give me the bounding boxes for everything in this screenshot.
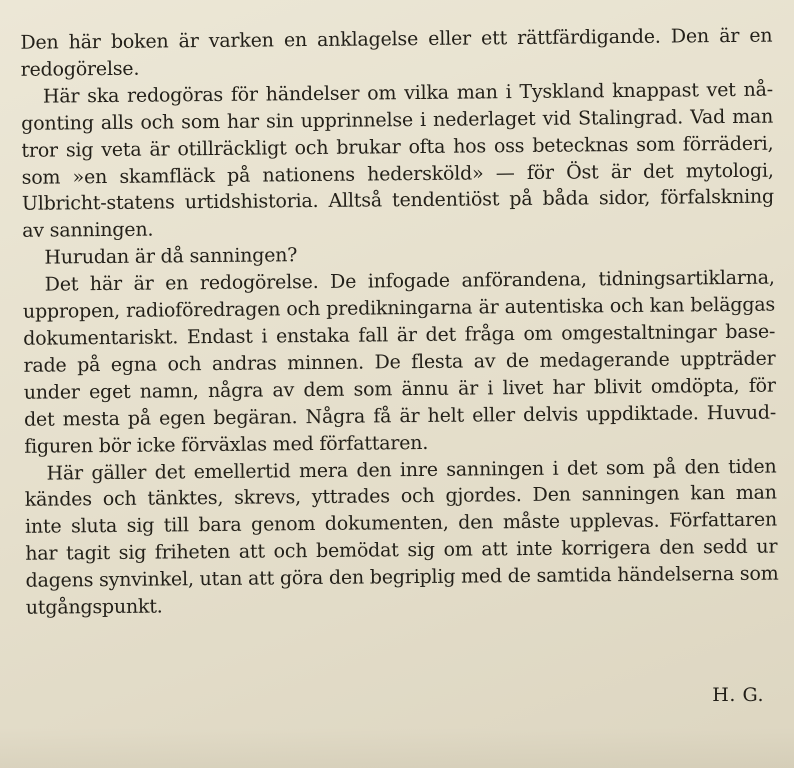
- text-line: inte sluta sig till bara genom dokumenten, den måste upplevas. Författaren: [24, 508, 778, 539]
- text-line: figuren bör icke förväxlas med författaren.: [24, 431, 429, 458]
- text-line: dokumentariskt. Endast i enstaka fall är det fråga om omgestaltningar base-: [23, 320, 776, 350]
- author-initials: H. G.: [712, 684, 764, 706]
- text-line: dagens synvinkel, utan att göra den begriplig med de samtida händelserna som: [25, 562, 779, 592]
- text-line: som »en skamfläck på nationens hedersköld» — för Öst är det mytologi,: [21, 159, 774, 189]
- text-line: Här gäller det emellertid mera den inre sanningen i det som på den tiden: [46, 455, 777, 485]
- text-line: rade på egna och andras minnen. De flesta av de medagerande uppträder: [23, 347, 776, 377]
- text-line: Ulbricht-statens urtidshistoria. Alltså tendentiöst på båda sidor, förfalskning: [21, 186, 775, 216]
- text-line: Hurudan är då sanningen?: [44, 244, 298, 269]
- text-line: kändes och tänktes, skrevs, yttrades och gjordes. Den sanningen kan man: [24, 481, 777, 512]
- text-line: av sanningen.: [22, 218, 154, 243]
- text-line: det mesta på egen begäran. Några få är helt eller delvis uppdiktade. Huvud-: [23, 401, 777, 431]
- paragraph-2: [21, 76, 775, 245]
- text-line: har tagit sig friheten att och bemödat sig om att inte korrigera den sedd ur: [25, 535, 778, 566]
- paragraph-5: [24, 453, 778, 622]
- text-line: under eget namn, några av dem som ännu är i livet har blivit omdöpta, för: [23, 374, 776, 404]
- text-line: redogörelse.: [20, 57, 140, 81]
- text-line: gonting alls och som har sin upprinnelse i nederlaget vid Stalingrad. Vad man: [21, 105, 774, 135]
- paragraph-4: [23, 265, 777, 461]
- text-line: utgångspunkt.: [25, 595, 163, 619]
- text-line: uppropen, radioföredragen och predikningarna är autentiska och kan beläggas: [22, 293, 776, 323]
- text-line: Här ska redogöras för händelser om vilka man i Tyskland knappast vet nå-: [42, 78, 773, 108]
- text-line: Den här boken är varken en anklagelse eller ett rättfärdigande. Den är en: [20, 24, 773, 54]
- paragraph-1: [20, 23, 772, 84]
- text-line: tror sig veta är otillräckligt och brukar ofta hos oss betecknas som förräderi,: [21, 132, 774, 162]
- text-line: Det här är en redogörelse. De infogade anförandena, tidningsartiklarna,: [44, 266, 775, 296]
